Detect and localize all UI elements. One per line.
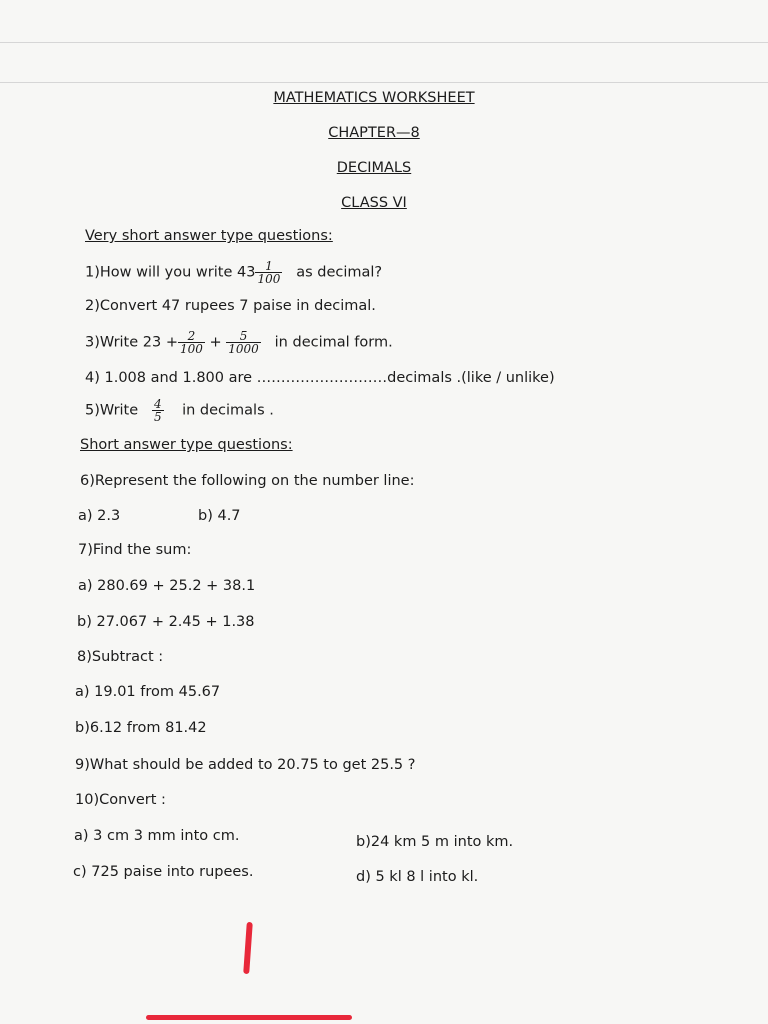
q3-fraction-2 — [226, 330, 261, 355]
q5-prefix: 5)Write — [85, 402, 139, 419]
question-7: 7)Find the sum: — [78, 542, 192, 558]
q1-fraction — [255, 260, 282, 285]
question-9: 9)What should be added to 20.75 to get 25.5 ? — [75, 757, 416, 773]
class-heading: CLASS VI — [341, 195, 407, 211]
scan-edge-line-2 — [0, 82, 768, 83]
q5-denominator: 5 — [154, 410, 162, 424]
chapter-heading: CHAPTER—8 — [328, 125, 420, 141]
q1-whole: 43 — [237, 264, 256, 281]
section-heading-very-short: Very short answer type questions: — [85, 228, 333, 244]
q1-prefix: 1)How will you write — [85, 264, 233, 281]
q5-fraction — [152, 398, 164, 423]
red-pen-stroke-vertical — [243, 922, 253, 974]
question-6: 6)Represent the following on the number line: — [80, 473, 415, 489]
question-2: 2)Convert 47 rupees 7 paise in decimal. — [85, 298, 376, 314]
q5-numerator: 4 — [154, 397, 162, 411]
question-3 — [85, 330, 393, 355]
q3-plus: + — [209, 334, 222, 351]
question-8a: a) 19.01 from 45.67 — [75, 684, 221, 700]
q1-denominator: 100 — [257, 272, 281, 286]
question-8b: b)6.12 from 81.42 — [75, 720, 207, 736]
q3-suffix: in decimal form. — [274, 334, 393, 351]
section-heading-short: Short answer type questions: — [80, 437, 293, 453]
q1-suffix: as decimal? — [296, 264, 383, 281]
q3-f2-denominator: 1000 — [228, 342, 259, 356]
q1-numerator: 1 — [265, 259, 273, 273]
question-6b: b) 4.7 — [198, 508, 241, 524]
topic-heading: DECIMALS — [336, 160, 412, 176]
question-4: 4) 1.008 and 1.800 are ………………………decimals .(like / unlike) — [85, 370, 555, 386]
question-7b: b) 27.067 + 2.45 + 1.38 — [77, 614, 255, 630]
q3-f1-numerator: 2 — [187, 329, 196, 343]
question-10b: b)24 km 5 m into km. — [356, 834, 514, 850]
question-6a: a) 2.3 — [78, 508, 121, 524]
question-10d: d) 5 kl 8 l into kl. — [356, 869, 479, 885]
q3-term1: 23 + — [142, 334, 178, 351]
scan-edge-line — [0, 42, 768, 43]
question-5 — [85, 398, 274, 423]
question-1 — [85, 260, 382, 285]
worksheet-title: MATHEMATICS WORKSHEET — [273, 90, 475, 106]
q5-suffix: in decimals . — [182, 402, 274, 419]
q3-f2-numerator: 5 — [239, 329, 248, 343]
question-10a: a) 3 cm 3 mm into cm. — [74, 828, 240, 844]
q3-prefix: 3)Write — [85, 334, 139, 351]
question-7a: a) 280.69 + 25.2 + 38.1 — [78, 578, 256, 594]
red-pen-stroke-horizontal — [146, 1015, 352, 1020]
question-8: 8)Subtract : — [77, 649, 164, 665]
q3-fraction-1 — [178, 330, 205, 355]
q3-f1-denominator: 100 — [180, 342, 203, 356]
question-10c: c) 725 paise into rupees. — [73, 864, 254, 880]
question-10: 10)Convert : — [75, 792, 166, 808]
